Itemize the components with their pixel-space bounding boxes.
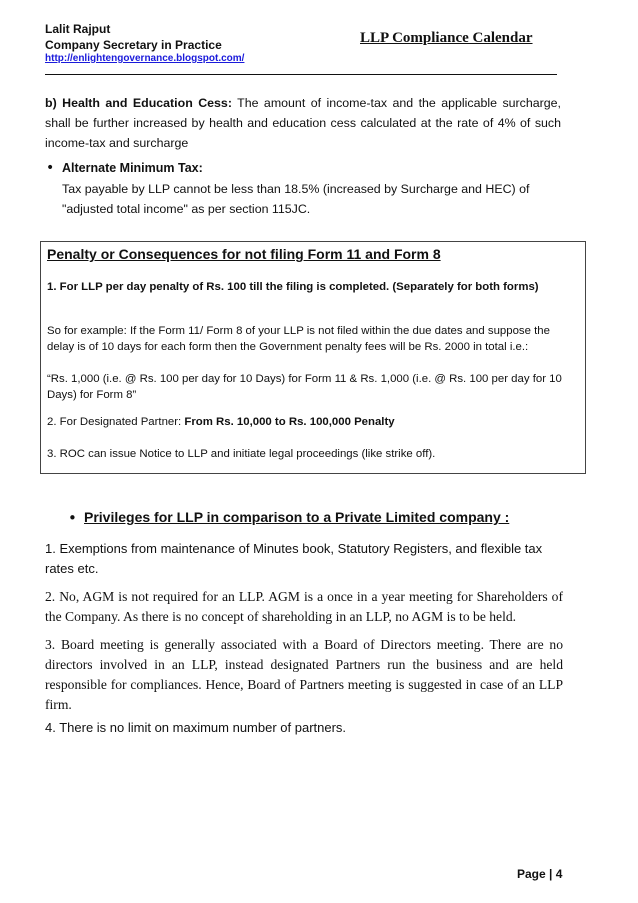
penalty-point-2-prefix: 2. For Designated Partner: (47, 416, 185, 428)
amt-bullet-icon: • (46, 160, 55, 176)
blog-link[interactable]: http://enlightengovernance.blogspot.com/ (45, 53, 245, 64)
penalty-point-1: 1. For LLP per day penalty of Rs. 100 till the filing is completed. (Separately for both forms) (47, 281, 539, 293)
page-number: Page | 4 (517, 867, 563, 881)
penalty-point-3: 3. ROC can issue Notice to LLP and initiate legal proceedings (like strike off). (47, 448, 436, 460)
cess-text: The amount of income-tax and the applicable surcharge, shall be further increased by health and education cess calculated at the rate of 4% of such income-tax and surcharge (45, 96, 562, 150)
cess-label: b) Health and Education Cess: (45, 96, 232, 110)
penalty-box (40, 241, 586, 474)
privilege-item-2: 2. No, AGM is not required for an LLP. AGM is a once in a year meeting for Shareholders of the Company. As there is no concept of shareholding in an LLP, no AGM is to be held. (45, 589, 563, 624)
penalty-point-2 (47, 414, 567, 430)
privileges-bullet-icon: • (68, 509, 77, 527)
amt-heading: Alternate Minimum Tax: (62, 161, 203, 175)
privilege-item-3: 3. Board meeting is generally associated with a Board of Directors meeting. There are no directors involved in an LLP, instead designated Partners run the business and are held responsible for compliances. Hence, Board of Partners meeting is suggested in case of an LLP firm. (45, 637, 563, 712)
penalty-box-title: Penalty or Consequences for not filing Form 11 and Form 8 (47, 246, 441, 262)
penalty-point-2-amount: From Rs. 10,000 to Rs. 100,000 Penalty (184, 416, 395, 428)
author-role: Company Secretary in Practice (45, 38, 222, 52)
header-divider (45, 74, 557, 75)
privileges-heading: Privileges for LLP in comparison to a Private Limited company : (84, 509, 510, 525)
cess-paragraph (45, 93, 561, 153)
author-name: Lalit Rajput (45, 22, 111, 36)
amt-text: Tax payable by LLP cannot be less than 18.5% (increased by Surcharge and HEC) of "adjusted total income" as per section 115JC. (62, 182, 530, 216)
privilege-item-4: 4. There is no limit on maximum number of partners. (45, 720, 347, 735)
privilege-item-1: 1. Exemptions from maintenance of Minutes book, Statutory Registers, and flexible tax rates etc. (45, 541, 543, 576)
penalty-example: So for example: If the Form 11/ Form 8 of your LLP is not filed within the due dates and suppose the delay is of 10 days for each form then the Government penalty fees will be Rs. 2000 in total i.e.: (47, 325, 550, 353)
document-title: LLP Compliance Calendar (360, 30, 533, 46)
penalty-example-quote: “Rs. 1,000 (i.e. @ Rs. 100 per day for 10 Days) for Form 11 & Rs. 1,000 (i.e. @ Rs. 100 per day for 10 Days) for Form 8” (47, 373, 562, 401)
